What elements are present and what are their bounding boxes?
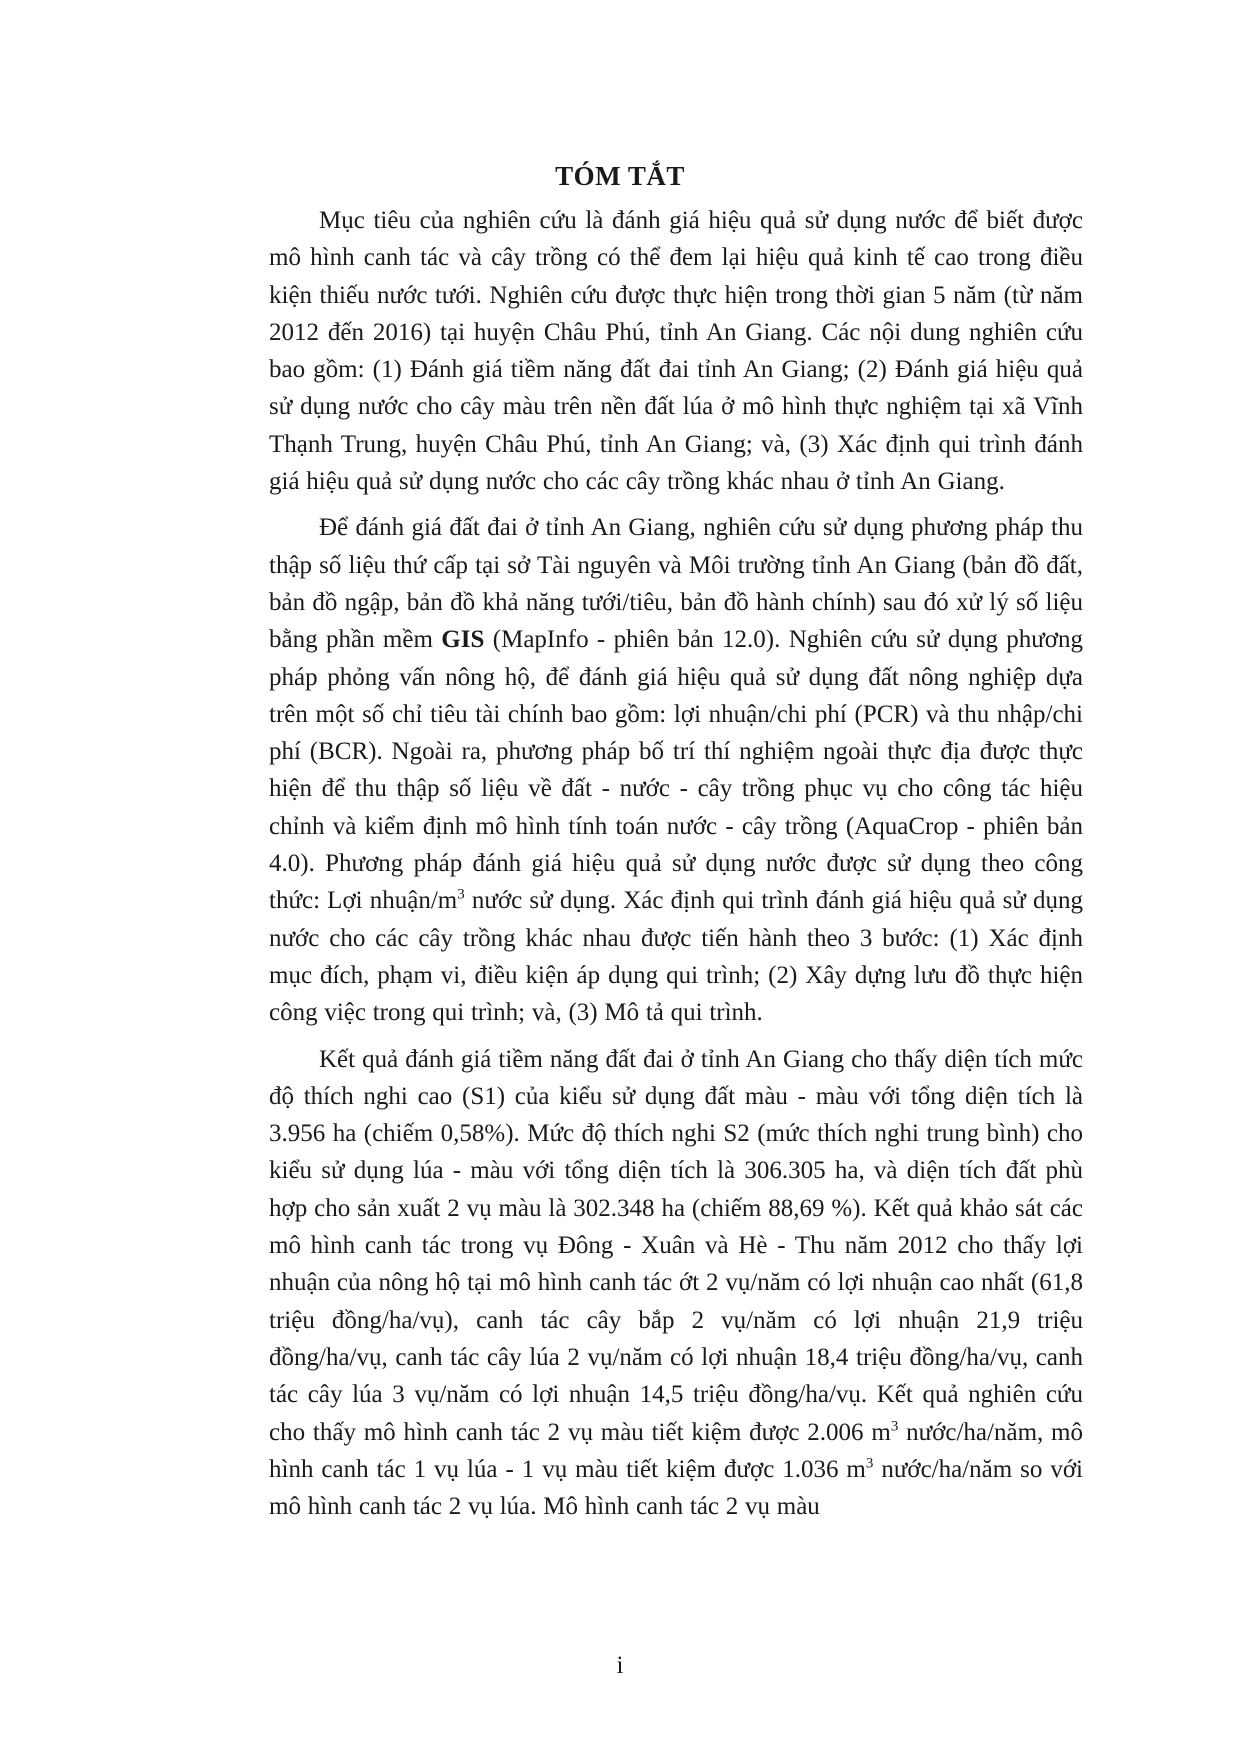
paragraph-objectives: Mục tiêu của nghiên cứu là đánh giá hiệu quả sử dụng nước để biết được mô hình canh tác và cây trồng có thể đem lại hiệu quả kinh tế cao trong điều kiện thiếu nước tưới. Nghiên cứu được thực hiện trong thời gian 5 năm (từ năm 2012 đến 2016) tại huyện Châu Phú, tỉnh An Giang. Các nội dung nghiên cứu bao gồm: (1) Đánh giá tiềm năng đất đai tỉnh An Giang; (2) Đánh giá hiệu quả sử dụng nước cho cây màu trên nền đất lúa ở mô hình thực nghiệm tại xã Vĩnh Thạnh Trung, huyện Châu Phú, tỉnh An Giang; và, (3) Xác định qui trình đánh giá hiệu quả sử dụng nước cho các cây trồng khác nhau ở tỉnh An Giang. [269, 207, 1083, 496]
methods-bold-gis: GIS [441, 626, 485, 654]
methods-text-1: Để đánh giá đất đai ở tỉnh An Giang, nghiên cứu sử dụng phương pháp thu thập số liệu thứ cấp tại sở Tài nguyên và Môi trường tỉnh An Giang (bản đồ đất, bản đồ ngập, bản đồ khả năng tưới/tiêu, bản đồ hành chính) sau đó xử lý số liệu bằng phần mềm [269, 514, 1083, 654]
results-text-1: Kết quả đánh giá tiềm năng đất đai ở tỉnh An Giang cho thấy diện tích mức độ thích nghi cao (S1) của kiểu sử dụng đất màu - màu với tổng diện tích là 3.956 ha (chiếm 0,58%). Mức độ thích nghi S2 (mức thích nghi trung bình) cho kiểu sử dụng lúa - màu với tổng diện tích là 306.305 ha, và diện tích đất phù hợp cho sản xuất 2 vụ màu là 302.348 ha (chiếm 88,69 %). Kết quả khảo sát các mô hình canh tác trong vụ Đông - Xuân và Hè - Thu năm 2012 cho thấy lợi nhuận của nông hộ tại mô hình canh tác ớt 2 vụ/năm có lợi nhuận cao nhất (61,8 triệu đồng/ha/vụ), canh tác cây bắp 2 vụ/năm có lợi nhuận 21,9 triệu đồng/ha/vụ, canh tác cây lúa 2 vụ/năm có lợi nhuận 18,4 triệu đồng/ha/vụ, canh tác cây lúa 3 vụ/năm có lợi nhuận 14,5 triệu đồng/ha/vụ. Kết quả nghiên cứu cho thấy mô hình canh tác 2 vụ màu tiết kiệm được 2.006 m [269, 1045, 1083, 1446]
methods-superscript: 3 [457, 887, 465, 904]
results-superscript-1: 3 [890, 1418, 899, 1435]
methods-text-3: nước sử dụng. Xác định qui trình đánh giá hiệu quả sử dụng nước cho các cây trồng khác nhau được tiến hành theo 3 bước: (1) Xác định mục đích, phạm vi, điều kiện áp dụng qui trình; (2) Xây dựng lưu đồ thực hiện công việc trong qui trình; và, (3) Mô tả qui trình. [269, 887, 1083, 1027]
page-title: TÓM TẮT [555, 161, 685, 191]
results-text-3: nước/ha/năm so với mô hình canh tác 2 vụ lúa. Mô hình canh tác 2 vụ màu [269, 1455, 1083, 1521]
page-number: i [616, 1652, 624, 1679]
methods-text-2: (MapInfo - phiên bản 12.0). Nghiên cứu sử dụng phương pháp phỏng vấn nông hộ, để đánh giá hiệu quả sử dụng đất nông nghiệp dựa trên một số chỉ tiêu tài chính bao gồm: lợi nhuận/chi phí (PCR) và thu nhập/chi phí (BCR). Ngoài ra, phương pháp bố trí thí nghiệm ngoài thực địa được thực hiện để thu thập số liệu về đất - nước - cây trồng phục vụ cho công tác hiệu chỉnh và kiểm định mô hình tính toán nước - cây trồng (AquaCrop - phiên bản 4.0). Phương pháp đánh giá hiệu quả sử dụng nước được sử dụng theo công thức: Lợi nhuận/m [269, 626, 1083, 915]
abstract-body [269, 202, 1083, 1525]
paragraph-methods [269, 509, 1083, 1031]
results-text-2: nước/ha/năm, mô hình canh tác 1 vụ lúa - 1 vụ màu tiết kiệm được 1.036 m [269, 1418, 1084, 1483]
results-superscript-2: 3 [865, 1455, 874, 1472]
paragraph-results [269, 1041, 1083, 1526]
